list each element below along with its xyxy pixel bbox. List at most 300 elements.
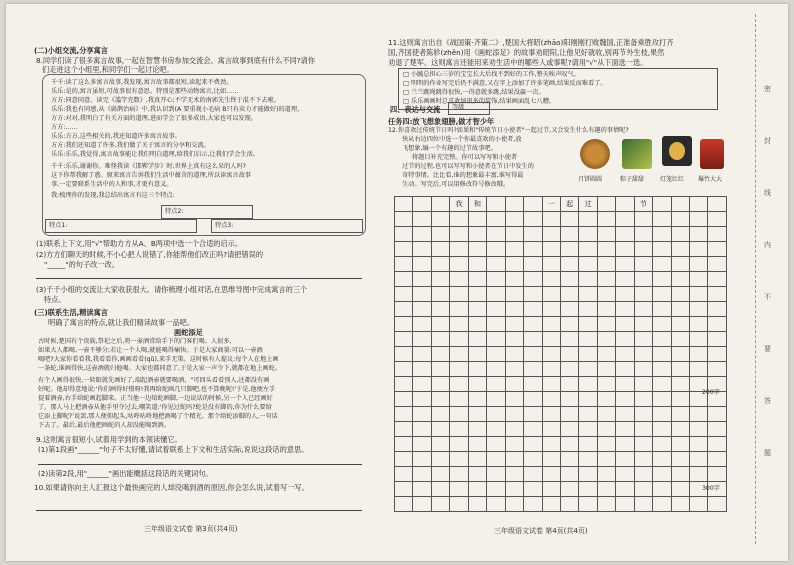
grid-cell[interactable] — [653, 287, 671, 302]
grid-cell[interactable] — [431, 212, 449, 227]
grid-cell[interactable] — [634, 377, 652, 392]
grid-cell[interactable]: 一 — [542, 197, 560, 212]
grid-cell[interactable] — [487, 272, 505, 287]
grid-cell[interactable] — [560, 287, 578, 302]
grid-cell[interactable] — [395, 212, 413, 227]
grid-cell[interactable] — [413, 197, 431, 212]
grid-cell[interactable] — [468, 272, 486, 287]
grid-cell[interactable] — [671, 227, 689, 242]
grid-cell[interactable] — [431, 377, 449, 392]
grid-cell[interactable] — [542, 377, 560, 392]
grid-cell[interactable] — [505, 272, 523, 287]
grid-cell[interactable]: 我 — [450, 197, 468, 212]
grid-cell[interactable] — [450, 347, 468, 362]
grid-cell[interactable] — [616, 287, 634, 302]
grid-cell[interactable] — [579, 317, 597, 332]
grid-cell[interactable] — [560, 467, 578, 482]
grid-cell[interactable] — [579, 272, 597, 287]
grid-cell[interactable] — [542, 392, 560, 407]
grid-cell[interactable] — [616, 437, 634, 452]
grid-cell[interactable] — [560, 377, 578, 392]
grid-cell[interactable] — [579, 452, 597, 467]
grid-cell[interactable] — [431, 272, 449, 287]
grid-cell[interactable] — [579, 467, 597, 482]
grid-cell[interactable] — [542, 227, 560, 242]
grid-cell[interactable] — [487, 227, 505, 242]
grid-cell[interactable] — [450, 212, 468, 227]
grid-cell[interactable] — [505, 467, 523, 482]
grid-cell[interactable] — [487, 347, 505, 362]
grid-cell[interactable] — [579, 392, 597, 407]
grid-cell[interactable] — [505, 407, 523, 422]
grid-cell[interactable] — [690, 257, 708, 272]
grid-cell[interactable] — [505, 392, 523, 407]
grid-cell[interactable] — [653, 317, 671, 332]
grid-cell[interactable] — [468, 317, 486, 332]
grid-cell[interactable] — [468, 257, 486, 272]
grid-cell[interactable] — [671, 452, 689, 467]
grid-cell[interactable] — [560, 497, 578, 512]
grid-cell[interactable] — [653, 437, 671, 452]
grid-cell[interactable] — [560, 272, 578, 287]
grid-cell[interactable] — [450, 362, 468, 377]
grid-cell[interactable] — [634, 272, 652, 287]
grid-cell[interactable] — [634, 302, 652, 317]
grid-cell[interactable] — [487, 452, 505, 467]
grid-cell[interactable] — [450, 422, 468, 437]
grid-cell[interactable] — [671, 407, 689, 422]
grid-cell[interactable] — [413, 437, 431, 452]
grid-cell[interactable] — [671, 212, 689, 227]
grid-cell[interactable] — [395, 242, 413, 257]
grid-cell[interactable] — [616, 347, 634, 362]
grid-cell[interactable] — [616, 227, 634, 242]
grid-cell[interactable] — [597, 422, 615, 437]
grid-cell[interactable] — [560, 362, 578, 377]
grid-cell[interactable] — [671, 362, 689, 377]
grid-cell[interactable] — [505, 197, 523, 212]
grid-cell[interactable] — [690, 212, 708, 227]
grid-cell[interactable] — [395, 302, 413, 317]
grid-cell[interactable] — [708, 227, 727, 242]
grid-cell[interactable] — [597, 362, 615, 377]
grid-cell[interactable] — [579, 482, 597, 497]
grid-cell[interactable] — [560, 212, 578, 227]
grid-cell[interactable] — [634, 422, 652, 437]
grid-cell[interactable] — [634, 467, 652, 482]
grid-cell[interactable] — [487, 377, 505, 392]
grid-cell[interactable] — [579, 287, 597, 302]
grid-cell[interactable] — [431, 332, 449, 347]
grid-cell[interactable] — [690, 452, 708, 467]
grid-cell[interactable] — [431, 467, 449, 482]
grid-cell[interactable] — [395, 362, 413, 377]
grid-cell[interactable] — [708, 407, 727, 422]
grid-cell[interactable] — [616, 212, 634, 227]
grid-cell[interactable] — [579, 257, 597, 272]
grid-cell[interactable] — [413, 392, 431, 407]
grid-cell[interactable] — [431, 407, 449, 422]
grid-cell[interactable] — [468, 497, 486, 512]
grid-cell[interactable] — [450, 302, 468, 317]
grid-cell[interactable] — [524, 452, 542, 467]
grid-cell[interactable] — [634, 317, 652, 332]
grid-cell[interactable] — [690, 242, 708, 257]
grid-cell[interactable] — [524, 212, 542, 227]
grid-cell[interactable] — [708, 467, 727, 482]
grid-cell[interactable] — [708, 197, 727, 212]
grid-cell[interactable] — [634, 437, 652, 452]
grid-cell[interactable] — [542, 437, 560, 452]
grid-cell[interactable] — [468, 362, 486, 377]
grid-cell[interactable] — [450, 377, 468, 392]
grid-cell[interactable] — [450, 257, 468, 272]
grid-cell[interactable] — [579, 437, 597, 452]
option-1[interactable]: □ 小毓总担心三岁的宝宝长大后找不到好的工作,整天唉声叹气。 — [403, 71, 580, 78]
grid-cell[interactable] — [468, 302, 486, 317]
grid-cell[interactable] — [542, 452, 560, 467]
grid-cell[interactable] — [597, 212, 615, 227]
answer-line[interactable] — [38, 464, 362, 465]
grid-cell[interactable] — [487, 437, 505, 452]
grid-cell[interactable] — [468, 212, 486, 227]
grid-cell[interactable] — [690, 407, 708, 422]
grid-cell[interactable] — [579, 332, 597, 347]
grid-cell[interactable] — [634, 482, 652, 497]
grid-cell[interactable] — [487, 257, 505, 272]
grid-cell[interactable] — [560, 407, 578, 422]
grid-cell[interactable] — [524, 257, 542, 272]
grid-cell[interactable] — [690, 467, 708, 482]
grid-cell[interactable] — [524, 242, 542, 257]
grid-cell[interactable] — [653, 467, 671, 482]
grid-cell[interactable] — [468, 437, 486, 452]
grid-cell[interactable] — [505, 452, 523, 467]
grid-cell[interactable] — [524, 482, 542, 497]
grid-cell[interactable] — [579, 407, 597, 422]
grid-cell[interactable] — [653, 377, 671, 392]
answer-line[interactable] — [36, 278, 362, 279]
grid-cell[interactable] — [597, 497, 615, 512]
grid-cell[interactable] — [634, 392, 652, 407]
grid-cell[interactable] — [431, 422, 449, 437]
grid-cell[interactable] — [413, 317, 431, 332]
grid-cell[interactable] — [597, 347, 615, 362]
grid-cell[interactable] — [653, 302, 671, 317]
grid-cell[interactable] — [653, 482, 671, 497]
grid-cell[interactable] — [634, 362, 652, 377]
grid-cell[interactable] — [616, 407, 634, 422]
grid-cell[interactable] — [450, 467, 468, 482]
grid-cell[interactable] — [690, 317, 708, 332]
grid-cell[interactable] — [413, 497, 431, 512]
grid-cell[interactable] — [560, 257, 578, 272]
grid-cell[interactable] — [524, 392, 542, 407]
grid-cell[interactable] — [505, 362, 523, 377]
grid-cell[interactable] — [413, 332, 431, 347]
grid-cell[interactable] — [690, 272, 708, 287]
grid-cell[interactable] — [542, 347, 560, 362]
grid-cell[interactable] — [653, 452, 671, 467]
grid-cell[interactable] — [413, 377, 431, 392]
grid-cell[interactable] — [597, 452, 615, 467]
grid-cell[interactable] — [524, 407, 542, 422]
feature-2-box[interactable]: 特点2: — [161, 205, 253, 219]
grid-cell[interactable] — [431, 497, 449, 512]
grid-cell[interactable] — [671, 332, 689, 347]
grid-cell[interactable] — [579, 347, 597, 362]
grid-cell[interactable] — [524, 287, 542, 302]
grid-cell[interactable] — [524, 197, 542, 212]
grid-cell[interactable] — [413, 302, 431, 317]
grid-cell[interactable] — [395, 227, 413, 242]
grid-cell[interactable] — [395, 422, 413, 437]
grid-cell[interactable] — [431, 197, 449, 212]
grid-cell[interactable] — [653, 272, 671, 287]
grid-cell[interactable] — [671, 197, 689, 212]
grid-cell[interactable] — [708, 497, 727, 512]
grid-cell[interactable] — [468, 452, 486, 467]
grid-cell[interactable] — [413, 272, 431, 287]
grid-cell[interactable] — [450, 332, 468, 347]
grid-cell[interactable] — [708, 302, 727, 317]
grid-cell[interactable] — [450, 482, 468, 497]
grid-cell[interactable] — [450, 407, 468, 422]
grid-cell[interactable] — [653, 197, 671, 212]
grid-cell[interactable] — [616, 362, 634, 377]
grid-cell[interactable] — [616, 497, 634, 512]
grid-cell[interactable] — [505, 332, 523, 347]
grid-cell[interactable] — [597, 407, 615, 422]
grid-cell[interactable] — [671, 467, 689, 482]
grid-cell[interactable] — [542, 212, 560, 227]
grid-cell[interactable] — [468, 392, 486, 407]
grid-cell[interactable] — [468, 227, 486, 242]
grid-cell[interactable] — [634, 497, 652, 512]
grid-cell[interactable] — [597, 197, 615, 212]
grid-cell[interactable] — [487, 362, 505, 377]
grid-cell[interactable] — [671, 482, 689, 497]
grid-cell[interactable] — [487, 407, 505, 422]
grid-cell[interactable] — [708, 422, 727, 437]
grid-cell[interactable] — [431, 317, 449, 332]
grid-cell[interactable] — [413, 482, 431, 497]
grid-cell[interactable] — [634, 452, 652, 467]
grid-cell[interactable] — [653, 332, 671, 347]
grid-cell[interactable] — [487, 302, 505, 317]
option-2[interactable]: □ 明明的作业写完后仍不满意,又在字上添加了许多笔画,结果反而难看了。 — [403, 80, 607, 87]
grid-cell[interactable] — [634, 242, 652, 257]
grid-cell[interactable] — [395, 407, 413, 422]
grid-cell[interactable] — [468, 377, 486, 392]
grid-cell[interactable] — [616, 197, 634, 212]
grid-cell[interactable] — [634, 227, 652, 242]
grid-cell[interactable] — [616, 467, 634, 482]
grid-cell[interactable] — [708, 212, 727, 227]
grid-cell[interactable] — [524, 422, 542, 437]
grid-cell[interactable] — [597, 482, 615, 497]
grid-cell[interactable] — [413, 287, 431, 302]
grid-cell[interactable] — [395, 377, 413, 392]
grid-cell[interactable] — [431, 227, 449, 242]
grid-cell[interactable] — [597, 272, 615, 287]
grid-cell[interactable] — [395, 347, 413, 362]
grid-cell[interactable] — [450, 497, 468, 512]
grid-cell[interactable] — [597, 392, 615, 407]
grid-cell[interactable] — [542, 407, 560, 422]
grid-cell[interactable] — [431, 287, 449, 302]
grid-cell[interactable] — [690, 227, 708, 242]
grid-cell[interactable] — [690, 302, 708, 317]
grid-cell[interactable] — [395, 287, 413, 302]
grid-cell[interactable] — [616, 242, 634, 257]
grid-cell[interactable] — [468, 422, 486, 437]
grid-cell[interactable] — [542, 257, 560, 272]
grid-cell[interactable] — [413, 212, 431, 227]
feature-1-box[interactable]: 特点1: — [45, 219, 197, 233]
grid-cell[interactable] — [524, 347, 542, 362]
grid-cell[interactable] — [708, 317, 727, 332]
grid-cell[interactable] — [487, 317, 505, 332]
grid-cell[interactable] — [524, 467, 542, 482]
grid-cell[interactable] — [597, 332, 615, 347]
grid-cell[interactable] — [542, 317, 560, 332]
grid-cell[interactable] — [597, 257, 615, 272]
grid-cell[interactable] — [413, 242, 431, 257]
grid-cell[interactable] — [560, 317, 578, 332]
grid-cell[interactable] — [487, 287, 505, 302]
grid-cell[interactable] — [468, 407, 486, 422]
grid-cell[interactable] — [487, 242, 505, 257]
grid-cell[interactable] — [560, 242, 578, 257]
grid-cell[interactable] — [579, 497, 597, 512]
grid-cell[interactable] — [468, 467, 486, 482]
grid-cell[interactable] — [395, 482, 413, 497]
grid-cell[interactable] — [708, 362, 727, 377]
grid-cell[interactable] — [395, 497, 413, 512]
grid-cell[interactable] — [413, 407, 431, 422]
grid-cell[interactable] — [634, 332, 652, 347]
grid-cell[interactable] — [616, 272, 634, 287]
grid-cell[interactable] — [653, 392, 671, 407]
grid-cell[interactable] — [413, 227, 431, 242]
grid-cell[interactable] — [579, 422, 597, 437]
grid-cell[interactable] — [505, 212, 523, 227]
grid-cell[interactable] — [395, 317, 413, 332]
grid-cell[interactable] — [431, 347, 449, 362]
grid-cell[interactable] — [505, 227, 523, 242]
grid-cell[interactable] — [395, 392, 413, 407]
grid-cell[interactable] — [413, 362, 431, 377]
grid-cell[interactable] — [653, 422, 671, 437]
grid-cell[interactable] — [542, 362, 560, 377]
grid-cell[interactable] — [579, 377, 597, 392]
grid-cell[interactable] — [505, 242, 523, 257]
grid-cell[interactable] — [653, 212, 671, 227]
grid-cell[interactable] — [690, 287, 708, 302]
grid-cell[interactable] — [413, 257, 431, 272]
grid-cell[interactable] — [524, 317, 542, 332]
grid-cell[interactable] — [524, 497, 542, 512]
grid-cell[interactable] — [542, 332, 560, 347]
grid-cell[interactable] — [413, 467, 431, 482]
writing-grid[interactable] — [394, 196, 727, 512]
grid-cell[interactable] — [597, 227, 615, 242]
grid-cell[interactable] — [634, 257, 652, 272]
grid-cell[interactable] — [560, 302, 578, 317]
grid-cell[interactable] — [450, 242, 468, 257]
grid-cell[interactable] — [597, 437, 615, 452]
grid-cell[interactable] — [671, 242, 689, 257]
grid-cell[interactable] — [616, 302, 634, 317]
grid-cell[interactable] — [468, 347, 486, 362]
grid-cell[interactable] — [616, 317, 634, 332]
grid-cell[interactable] — [431, 437, 449, 452]
grid-cell[interactable] — [413, 347, 431, 362]
grid-cell[interactable] — [468, 332, 486, 347]
grid-cell[interactable] — [505, 422, 523, 437]
grid-cell[interactable] — [653, 347, 671, 362]
grid-cell[interactable] — [690, 332, 708, 347]
grid-cell[interactable] — [671, 497, 689, 512]
grid-cell[interactable] — [671, 302, 689, 317]
grid-cell[interactable] — [616, 482, 634, 497]
grid-cell[interactable] — [616, 392, 634, 407]
grid-cell[interactable] — [671, 272, 689, 287]
grid-cell[interactable] — [395, 197, 413, 212]
grid-cell[interactable] — [653, 257, 671, 272]
grid-cell[interactable] — [468, 287, 486, 302]
grid-cell[interactable] — [505, 377, 523, 392]
grid-cell[interactable] — [505, 347, 523, 362]
grid-cell[interactable] — [579, 362, 597, 377]
grid-cell[interactable]: 节 — [634, 197, 652, 212]
grid-cell[interactable] — [708, 437, 727, 452]
grid-cell[interactable] — [395, 467, 413, 482]
grid-cell[interactable] — [560, 332, 578, 347]
grid-cell[interactable] — [395, 452, 413, 467]
grid-cell[interactable] — [505, 482, 523, 497]
grid-cell[interactable] — [597, 302, 615, 317]
grid-cell[interactable] — [560, 437, 578, 452]
option-4[interactable]: □ 乐乐画画时总喜欢加很多的装饰,结果画面乱七八糟。 — [403, 98, 556, 105]
grid-cell[interactable] — [708, 332, 727, 347]
grid-cell[interactable] — [579, 242, 597, 257]
grid-cell[interactable] — [450, 437, 468, 452]
grid-cell[interactable] — [616, 452, 634, 467]
grid-cell[interactable] — [708, 347, 727, 362]
grid-cell[interactable] — [413, 452, 431, 467]
grid-cell[interactable] — [431, 482, 449, 497]
grid-cell[interactable] — [671, 422, 689, 437]
grid-cell[interactable] — [579, 212, 597, 227]
grid-cell[interactable] — [542, 422, 560, 437]
grid-cell[interactable] — [431, 242, 449, 257]
grid-cell[interactable] — [395, 332, 413, 347]
grid-cell[interactable] — [690, 422, 708, 437]
grid-cell[interactable] — [560, 392, 578, 407]
option-3[interactable]: □ 兰兰跳绳跳得很快,一得意就多跳,结果没赢一次。 — [403, 89, 545, 96]
grid-cell[interactable] — [671, 317, 689, 332]
grid-cell[interactable] — [653, 407, 671, 422]
grid-cell[interactable] — [524, 362, 542, 377]
grid-cell[interactable] — [505, 302, 523, 317]
grid-cell[interactable] — [597, 287, 615, 302]
grid-cell[interactable] — [634, 407, 652, 422]
grid-cell[interactable] — [487, 482, 505, 497]
grid-cell[interactable] — [431, 257, 449, 272]
grid-cell[interactable] — [616, 257, 634, 272]
